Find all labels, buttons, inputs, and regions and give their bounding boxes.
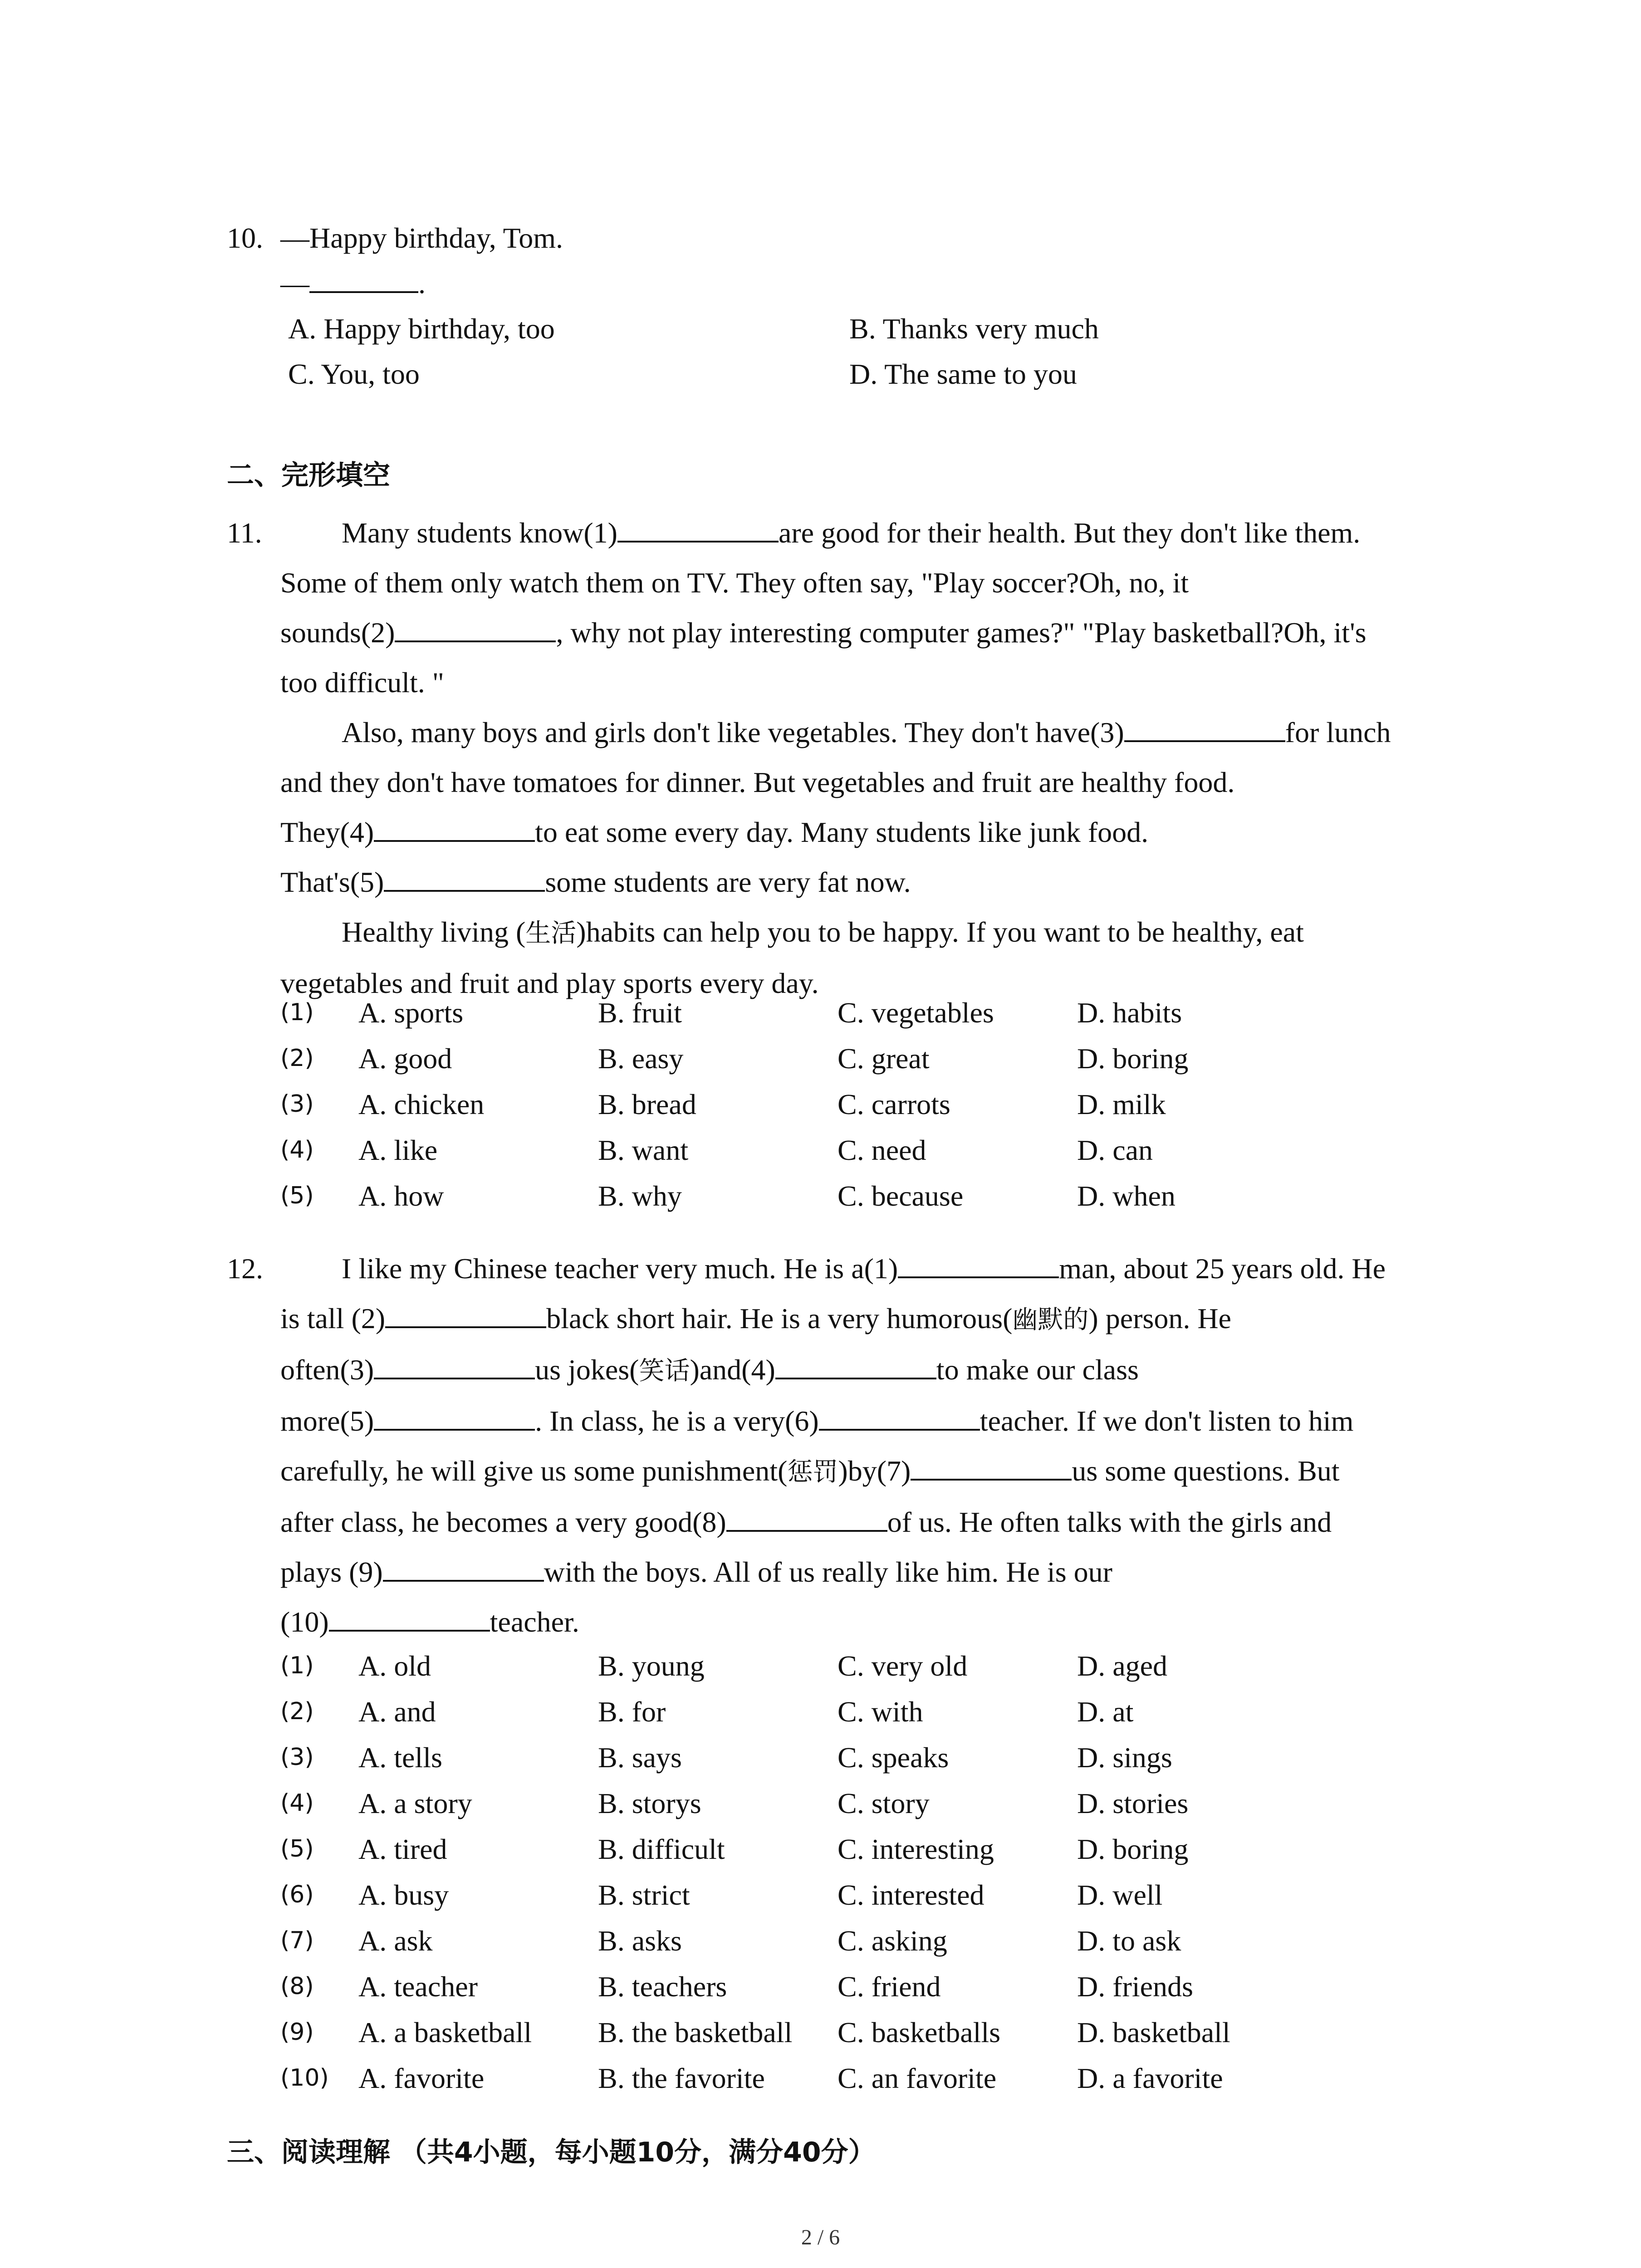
- passage-line: They(4) to eat some every day. Many students like junk food.: [280, 807, 1442, 857]
- passage-line: Also, many boys and girls don't like vegetables. They don't have(3) for lunch: [280, 708, 1442, 758]
- option-b[interactable]: B. why: [598, 1180, 682, 1212]
- question-10: [227, 215, 1452, 397]
- option-row: (6) A. busy B. strict C. interested D. well: [280, 1872, 1460, 1918]
- blank-7[interactable]: [911, 1452, 1072, 1481]
- blank-10[interactable]: [329, 1603, 490, 1632]
- passage-11: [280, 508, 1442, 1008]
- options-12: [280, 1643, 1460, 2101]
- option-a[interactable]: A. tired: [358, 1833, 447, 1865]
- option-d[interactable]: D. boring: [1077, 1833, 1189, 1865]
- option-d[interactable]: D. when: [1077, 1180, 1176, 1212]
- option-d[interactable]: D. basketball: [1077, 2016, 1230, 2048]
- option-c[interactable]: C. need: [838, 1134, 926, 1166]
- passage-line: after class, he becomes a very good(8) of us. He often talks with the girls and: [280, 1497, 1442, 1547]
- option-a[interactable]: A. ask: [358, 1925, 433, 1957]
- option-a[interactable]: A. how: [358, 1180, 444, 1212]
- option-b[interactable]: B. teachers: [598, 1970, 727, 2003]
- passage-line: is tall (2) black short hair. He is a very humorous(幽默的) person. He: [280, 1294, 1442, 1345]
- blank-2[interactable]: [385, 1300, 546, 1328]
- option-b[interactable]: B. bread: [598, 1088, 696, 1120]
- question-prompt: —Happy birthday, Tom.: [280, 222, 563, 254]
- blank-8[interactable]: [726, 1504, 887, 1532]
- option-a[interactable]: A. Happy birthday, too: [288, 313, 555, 345]
- option-b[interactable]: B. the basketball: [598, 2016, 793, 2048]
- passage-line: Many students know(1) are good for their health. But they don't like them.: [280, 508, 1442, 558]
- option-row: (9) A. a basketball B. the basketball C. basketballs D. basketball: [280, 2009, 1460, 2055]
- option-b[interactable]: B. storys: [598, 1787, 701, 1819]
- blank-5[interactable]: [384, 864, 545, 892]
- blank-1[interactable]: [898, 1250, 1059, 1278]
- option-row: (1) A. old B. young C. very old D. aged: [280, 1643, 1460, 1689]
- option-d[interactable]: D. boring: [1077, 1042, 1189, 1075]
- option-d[interactable]: D. habits: [1077, 997, 1182, 1029]
- option-b[interactable]: B. fruit: [598, 997, 682, 1029]
- option-d[interactable]: D. at: [1077, 1696, 1134, 1728]
- option-b[interactable]: B. difficult: [598, 1833, 725, 1865]
- option-row: (3) A. chicken B. bread C. carrots D. milk: [280, 1081, 1460, 1127]
- option-a[interactable]: A. like: [358, 1134, 438, 1166]
- option-d[interactable]: D. to ask: [1077, 1925, 1181, 1957]
- option-c[interactable]: C. interesting: [838, 1833, 994, 1865]
- passage-line: carefully, he will give us some punishment(惩罚)by(7) us some questions. But: [280, 1446, 1442, 1497]
- option-b[interactable]: B. Thanks very much: [849, 313, 1099, 345]
- blank-9[interactable]: [383, 1554, 544, 1582]
- option-a[interactable]: A. a story: [358, 1787, 472, 1819]
- blank-4[interactable]: [374, 814, 535, 842]
- option-c[interactable]: C. You, too: [288, 358, 420, 390]
- option-row: (1) A. sports B. fruit C. vegetables D. habits: [280, 990, 1460, 1036]
- option-a[interactable]: A. sports: [358, 997, 464, 1029]
- option-d[interactable]: D. aged: [1077, 1650, 1168, 1682]
- blank-1[interactable]: [617, 514, 779, 543]
- option-b[interactable]: B. strict: [598, 1879, 690, 1911]
- passage-line: (10) teacher.: [280, 1597, 1442, 1647]
- options-11: [280, 990, 1460, 1219]
- option-c[interactable]: C. because: [838, 1180, 964, 1212]
- passage-line: Healthy living (生活)habits can help you to be happy. If you want to be healthy, eat: [342, 916, 1304, 948]
- passage-line: more(5) . In class, he is a very(6) teacher. If we don't listen to him: [280, 1396, 1442, 1446]
- option-row: (5) A. tired B. difficult C. interesting D. boring: [280, 1826, 1460, 1872]
- option-a[interactable]: A. tells: [358, 1741, 442, 1774]
- blank-5[interactable]: [374, 1403, 535, 1431]
- page-number: 2 / 6: [801, 2225, 840, 2249]
- passage-line: too difficult. ": [280, 666, 444, 699]
- option-a[interactable]: A. and: [358, 1696, 436, 1728]
- option-d[interactable]: D. a favorite: [1077, 2062, 1223, 2094]
- option-b[interactable]: B. young: [598, 1650, 705, 1682]
- reply-line: — .: [280, 261, 426, 306]
- option-c[interactable]: C. interested: [838, 1879, 985, 1911]
- question-number: 10.: [227, 222, 263, 254]
- option-a[interactable]: A. teacher: [358, 1970, 478, 2003]
- blank-3[interactable]: [374, 1351, 535, 1379]
- blank-3[interactable]: [1124, 714, 1285, 742]
- option-b[interactable]: B. says: [598, 1741, 682, 1774]
- passage-line: Some of them only watch them on TV. They often say, "Play soccer?Oh, no, it: [280, 567, 1189, 599]
- option-row: (2) A. and B. for C. with D. at: [280, 1689, 1460, 1735]
- option-c[interactable]: C. very old: [838, 1650, 968, 1682]
- option-d[interactable]: D. friends: [1077, 1970, 1193, 2003]
- option-b[interactable]: B. asks: [598, 1925, 682, 1957]
- option-c[interactable]: C. friend: [838, 1970, 941, 2003]
- blank-2[interactable]: [395, 614, 556, 642]
- option-d[interactable]: D. The same to you: [849, 358, 1077, 390]
- passage-line: That's(5) some students are very fat now.: [280, 857, 1442, 907]
- question-number: 11.: [227, 517, 262, 549]
- option-c[interactable]: C. asking: [838, 1925, 947, 1957]
- option-d[interactable]: D. stories: [1077, 1787, 1189, 1819]
- option-row: (7) A. ask B. asks C. asking D. to ask: [280, 1918, 1460, 1964]
- option-c[interactable]: C. great: [838, 1042, 930, 1075]
- option-c[interactable]: C. carrots: [838, 1088, 950, 1120]
- passage-line: often(3) us jokes(笑话)and(4) to make our class: [280, 1345, 1442, 1396]
- option-row: (10) A. favorite B. the favorite C. an favorite D. a favorite: [280, 2055, 1460, 2101]
- option-c[interactable]: C. story: [838, 1787, 930, 1819]
- section-heading-reading: 三、阅读理解 （共4小题，每小题10分，满分40分）: [227, 2136, 876, 2168]
- option-a[interactable]: A. old: [358, 1650, 431, 1682]
- option-row: (2) A. good B. easy C. great D. boring: [280, 1036, 1460, 1081]
- option-b[interactable]: B. for: [598, 1696, 666, 1728]
- option-d[interactable]: D. well: [1077, 1879, 1163, 1911]
- option-a[interactable]: A. busy: [358, 1879, 449, 1911]
- option-b[interactable]: B. easy: [598, 1042, 684, 1075]
- option-c[interactable]: C. basketballs: [838, 2016, 1001, 2048]
- option-c[interactable]: C. speaks: [838, 1741, 949, 1774]
- answer-blank[interactable]: [309, 265, 418, 293]
- option-a[interactable]: A. chicken: [358, 1088, 485, 1120]
- question-number: 12.: [227, 1252, 263, 1285]
- option-c[interactable]: C. vegetables: [838, 997, 994, 1029]
- passage-line: and they don't have tomatoes for dinner. But vegetables and fruit are healthy food.: [280, 766, 1235, 798]
- passage-line: sounds(2) , why not play interesting computer games?" "Play basketball?Oh, it's: [280, 608, 1442, 658]
- option-a[interactable]: A. good: [358, 1042, 452, 1075]
- option-c[interactable]: C. with: [838, 1696, 923, 1728]
- option-row: (8) A. teacher B. teachers C. friend D. friends: [280, 1964, 1460, 2009]
- option-d[interactable]: D. sings: [1077, 1741, 1172, 1774]
- section-heading-cloze: 二、完形填空: [227, 459, 390, 491]
- option-b[interactable]: B. want: [598, 1134, 689, 1166]
- passage-12: [280, 1244, 1442, 1647]
- blank-4[interactable]: [775, 1351, 936, 1379]
- blank-6[interactable]: [819, 1403, 980, 1431]
- passage-line: I like my Chinese teacher very much. He is a(1) man, about 25 years old. He: [280, 1244, 1442, 1294]
- option-c[interactable]: C. an favorite: [838, 2062, 997, 2094]
- option-d[interactable]: D. milk: [1077, 1088, 1166, 1120]
- option-b[interactable]: B. the favorite: [598, 2062, 765, 2094]
- option-d[interactable]: D. can: [1077, 1134, 1153, 1166]
- option-row: (5) A. how B. why C. because D. when: [280, 1173, 1460, 1219]
- option-row: (4) A. a story B. storys C. story D. stories: [280, 1780, 1460, 1826]
- option-row: (3) A. tells B. says C. speaks D. sings: [280, 1735, 1460, 1780]
- passage-line: vegetables and fruit and play sports every day.: [280, 967, 819, 999]
- option-row: (4) A. like B. want C. need D. can: [280, 1127, 1460, 1173]
- passage-line: plays (9) with the boys. All of us really like him. He is our: [280, 1547, 1442, 1597]
- option-a[interactable]: A. favorite: [358, 2062, 485, 2094]
- option-a[interactable]: A. a basketball: [358, 2016, 532, 2048]
